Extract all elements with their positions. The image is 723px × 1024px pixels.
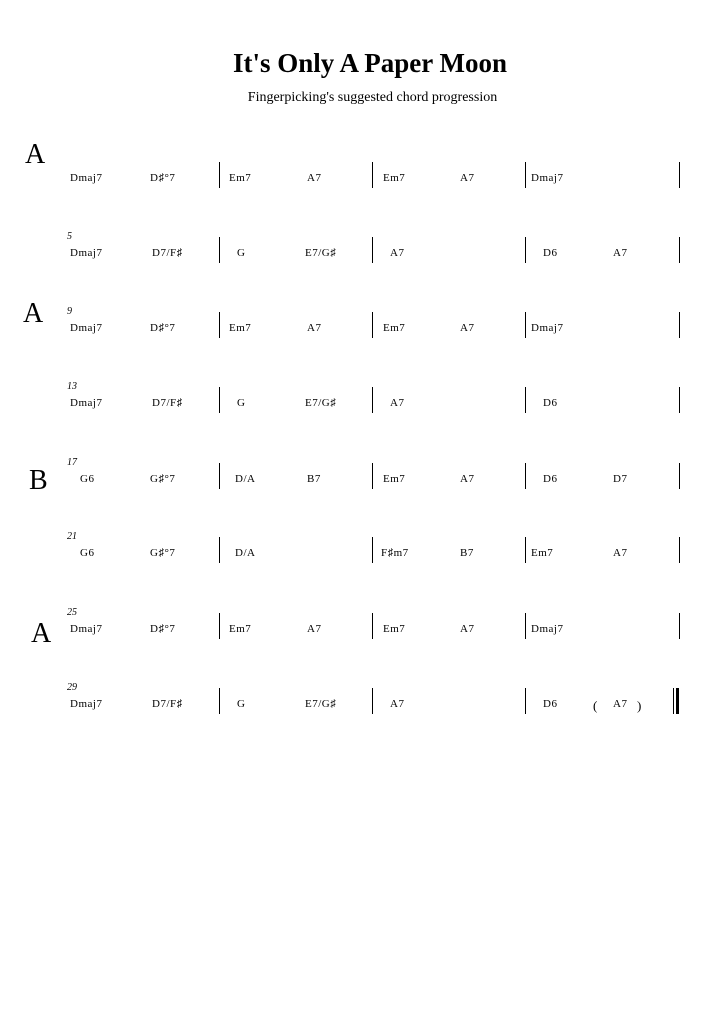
chord-symbol: Dmaj7 <box>531 322 564 334</box>
chord-symbol: Em7 <box>229 623 252 635</box>
chord-symbol: G <box>237 247 246 259</box>
bar-number: 13 <box>67 381 77 392</box>
barline <box>219 613 220 639</box>
chord-symbol: D♯°7 <box>150 322 176 334</box>
chord-symbol: G♯°7 <box>150 547 176 559</box>
barline <box>679 237 680 263</box>
chord-symbol: E7/G♯ <box>305 397 337 409</box>
barline <box>679 537 680 563</box>
chord-symbol: D6 <box>543 473 558 485</box>
chord-symbol: Em7 <box>383 322 406 334</box>
chord-symbol: Dmaj7 <box>70 397 103 409</box>
barline <box>525 613 526 639</box>
chord-symbol: E7/G♯ <box>305 247 337 259</box>
chord-symbol: G <box>237 397 246 409</box>
barline <box>372 537 373 563</box>
barline <box>219 237 220 263</box>
section-mark: A <box>31 618 52 649</box>
close-parenthesis: ) <box>637 698 642 713</box>
barline <box>673 688 674 714</box>
chord-symbol: Dmaj7 <box>70 247 103 259</box>
barline <box>219 387 220 413</box>
chord-symbol: E7/G♯ <box>305 698 337 710</box>
page-title: It's Only A Paper Moon <box>232 48 508 78</box>
chord-symbol: G6 <box>80 547 95 559</box>
chord-symbol: A7 <box>390 397 405 409</box>
barline <box>372 162 373 188</box>
barline <box>525 387 526 413</box>
chord-line <box>0 275 723 350</box>
barline <box>372 237 373 263</box>
chord-symbol: A7 <box>613 247 628 259</box>
chord-symbol: G6 <box>80 473 95 485</box>
chord-symbol: D6 <box>543 247 558 259</box>
chord-symbol: A7 <box>307 172 322 184</box>
chord-symbol: Dmaj7 <box>531 623 564 635</box>
bar-number: 25 <box>67 607 77 618</box>
chord-line <box>0 576 723 651</box>
chord-symbol: Em7 <box>383 623 406 635</box>
barline <box>525 162 526 188</box>
chord-symbol: D6 <box>543 698 558 710</box>
barline <box>219 162 220 188</box>
chord-line <box>0 500 723 575</box>
bar-number: 9 <box>67 306 72 317</box>
barline <box>372 312 373 338</box>
barline <box>372 387 373 413</box>
barline <box>679 312 680 338</box>
chord-symbol: D7/F♯ <box>152 397 183 409</box>
chord-symbol: D♯°7 <box>150 172 176 184</box>
barline <box>372 688 373 714</box>
barline <box>372 613 373 639</box>
barline <box>525 237 526 263</box>
barline <box>372 463 373 489</box>
bar-number: 29 <box>67 682 77 693</box>
chord-line <box>0 125 723 200</box>
chord-symbol: D7/F♯ <box>152 698 183 710</box>
chord-line <box>0 200 723 275</box>
chord-symbol: Em7 <box>383 172 406 184</box>
chord-symbol: Dmaj7 <box>70 623 103 635</box>
chord-symbol: Em7 <box>531 547 554 559</box>
barline <box>679 463 680 489</box>
final-barline <box>676 688 679 714</box>
barline <box>679 613 680 639</box>
chord-symbol: Dmaj7 <box>70 698 103 710</box>
chord-symbol: B7 <box>307 473 321 485</box>
chord-symbol: Dmaj7 <box>70 172 103 184</box>
section-mark: A <box>23 298 44 329</box>
chord-symbol: Em7 <box>229 172 252 184</box>
open-parenthesis: ( <box>593 698 598 713</box>
barline <box>219 688 220 714</box>
chord-symbol: G <box>237 698 246 710</box>
chord-symbol: D7/F♯ <box>152 247 183 259</box>
chord-symbol: D♯°7 <box>150 623 176 635</box>
chord-symbol: Em7 <box>383 473 406 485</box>
chord-symbol: A7 <box>390 247 405 259</box>
barline <box>219 312 220 338</box>
chord-symbol: B7 <box>460 547 474 559</box>
barline <box>679 387 680 413</box>
chord-line <box>0 651 723 726</box>
chord-symbol: F♯m7 <box>381 547 409 559</box>
chord-symbol: A7 <box>460 473 475 485</box>
page-subtitle: Fingerpicking's suggested chord progression <box>247 90 498 105</box>
chord-symbol: A7 <box>460 623 475 635</box>
section-mark: B <box>29 465 48 496</box>
bar-number: 5 <box>67 231 72 242</box>
chord-line <box>0 350 723 425</box>
barline <box>679 162 680 188</box>
chord-symbol: D/A <box>235 547 256 559</box>
chord-symbol: G♯°7 <box>150 473 176 485</box>
barline <box>525 312 526 338</box>
chord-line <box>0 426 723 501</box>
chord-symbol: Dmaj7 <box>70 322 103 334</box>
barline <box>525 537 526 563</box>
chord-symbol: D7 <box>613 473 628 485</box>
barline <box>219 537 220 563</box>
chord-symbol: D/A <box>235 473 256 485</box>
chord-symbol: A7 <box>307 623 322 635</box>
bar-number: 17 <box>67 457 77 468</box>
chord-symbol: A7 <box>613 547 628 559</box>
chord-symbol: D6 <box>543 397 558 409</box>
chord-symbol: A7 <box>460 172 475 184</box>
chord-symbol: A7 <box>390 698 405 710</box>
chord-symbol: A7 <box>307 322 322 334</box>
section-mark: A <box>25 139 46 170</box>
bar-number: 21 <box>67 531 77 542</box>
barline <box>525 463 526 489</box>
chord-symbol: A7 <box>613 698 628 710</box>
chord-symbol: Dmaj7 <box>531 172 564 184</box>
chord-symbol: Em7 <box>229 322 252 334</box>
chord-symbol: A7 <box>460 322 475 334</box>
barline <box>219 463 220 489</box>
barline <box>525 688 526 714</box>
